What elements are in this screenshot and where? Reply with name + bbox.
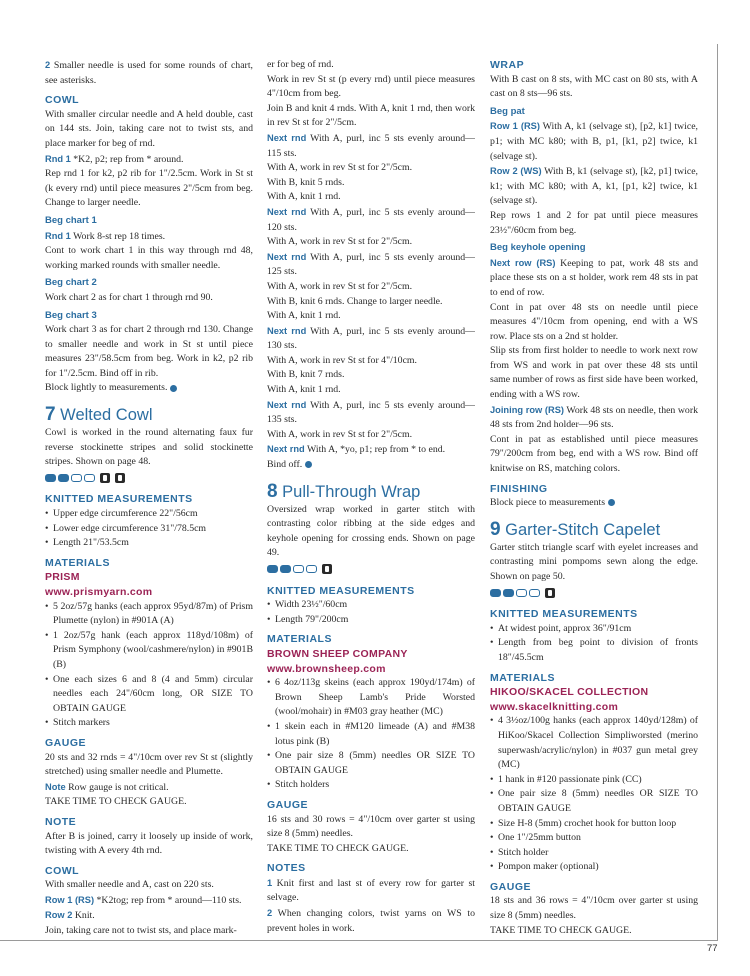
- rep-text: Rep rnd 1 for k2, p2 rib for 1"/2.5cm. Work in St st (k every rnd) until piece measures 2"/5cm from beg. Change to larger needle.: [45, 168, 253, 209]
- join-b-text: Join B and knit 4 rnds. With A, knit 1 rnd, then work in rev St st for 2"/5cm.: [267, 102, 475, 129]
- step-text: With B, knit 6 rnds. Change to larger needle.: [267, 295, 443, 307]
- next-rnd: Next rnd With A, purl, inc 5 sts evenly around—115 sts.: [267, 132, 475, 159]
- list-item: • Length from beg point to division of fronts 18"/45.5cm: [498, 636, 698, 665]
- heading-chart-3: Beg chart 3: [45, 309, 97, 321]
- brand-name: BROWN SHEEP COMPANY: [267, 647, 408, 660]
- pattern-intro: Oversized wrap worked in garter stitch with contrasting color ribbing at the side edges and keyhole opening for crossing ends. Shown on page 49.: [267, 503, 475, 559]
- measurements-list: [267, 598, 475, 627]
- take-time: TAKE TIME TO CHECK GAUGE.: [490, 924, 632, 936]
- list-item: • 6 4oz/113g skeins (each approx 190yd/174m) of Brown Sheep Lamb's Pride Worsted (wool/mohair) in #M03 gray heather (MC): [275, 676, 475, 720]
- heading-gauge: GAUGE: [267, 798, 309, 811]
- cont-text: er for beg of rnd.: [267, 59, 334, 70]
- cont2-text: Cont in pat as established until piece measures 79"/200cm from beg, end with a WS row. Bind off knitwise on RS, matching colors.: [490, 433, 698, 475]
- step-text: With A, work in rev St st for 2"/5cm.: [267, 162, 413, 174]
- materials-list: [267, 676, 475, 793]
- brand-name: HIKOO/SKACEL COLLECTION: [490, 686, 649, 699]
- measurements-list: [45, 507, 253, 551]
- skill-level-indicator: [490, 588, 555, 598]
- list-item: • Stitch holders: [275, 778, 475, 793]
- heading-measurements: KNITTED MEASUREMENTS: [267, 584, 415, 597]
- skill-level-bar-icon: [45, 474, 56, 482]
- row-1: Row 1 (RS) With A, k1 (selvage st), [p2, k1] twice, p1; with MC k80; with B, p1, [k1, p2] twice, k1 (selvage st).: [490, 121, 698, 162]
- next-rnd: Next rnd With A, purl, inc 5 sts evenly around—120 sts.: [267, 206, 475, 233]
- row-1: Row 1 (RS) *K2tog; rep from * around—110 sts.: [45, 894, 242, 906]
- work-text: Work in rev St st (p every rnd) until piece measures 4"/10cm from beg.: [267, 73, 475, 100]
- skill-level-indicator: [267, 564, 332, 574]
- skill-level-bar-icon: [280, 565, 291, 573]
- next-rnd: Next rnd With A, purl, inc 5 sts evenly around—130 sts.: [267, 325, 475, 352]
- chart1-rnd1: Rnd 1 Work 8-st rep 18 times.: [45, 230, 166, 242]
- brand-url[interactable]: www.brownsheep.com: [267, 662, 386, 675]
- step-text: With A, knit 1 rnd.: [267, 191, 341, 203]
- gauge-text: 20 sts and 32 rnds = 4"/10cm over rev St st (slightly stretched) using smaller needle and Plumette.: [45, 751, 253, 778]
- bind-off: Bind off.: [267, 458, 475, 473]
- skill-level-bar-icon: [529, 589, 540, 597]
- list-item: • Width 23½"/60cm: [275, 598, 475, 613]
- step-text: With A, knit 1 rnd.: [267, 384, 341, 396]
- list-item: • Lower edge circumference 31"/78.5cm: [53, 522, 253, 537]
- list-item: • 1 skein each in #M120 limeade (A) and #M38 lotus pink (B): [275, 720, 475, 749]
- materials-list: [45, 600, 253, 731]
- heading-materials: MATERIALS: [267, 633, 332, 646]
- pattern-title: 7 Welted Cowl: [45, 404, 153, 426]
- cowl-text: With smaller circular needle and A held double, cast on 144 sts. Join, taking care not to twist sts, and place marker for beg of rnd.: [45, 108, 253, 149]
- list-item: • At widest point, approx 36"/91cm: [498, 622, 698, 637]
- take-time: TAKE TIME TO CHECK GAUGE.: [45, 796, 187, 808]
- end-dot-icon: [608, 499, 615, 506]
- heading-keyhole: Beg keyhole opening: [490, 242, 586, 254]
- list-item: • One pair size 8 (5mm) needles OR SIZE TO OBTAIN GAUGE: [498, 787, 698, 816]
- list-item: • 1 hank in #120 passionate pink (CC): [498, 773, 698, 788]
- end-dot-icon: [170, 385, 177, 392]
- step-text: With B, knit 7 rnds.: [267, 369, 345, 381]
- row-2: Row 2 Knit.: [45, 910, 95, 922]
- heading-gauge: GAUGE: [490, 880, 532, 893]
- rep-text: Rep rows 1 and 2 for pat until piece measures 23½"/60cm from beg.: [490, 209, 698, 236]
- step-text: With A, knit 1 rnd.: [267, 310, 341, 322]
- list-item: • 5 2oz/57g hanks (each approx 95yd/87m) of Prism Plumette (nylon) in #901A (A): [53, 600, 253, 629]
- list-item: • Stitch holder: [498, 846, 698, 861]
- note-2: 2 Smaller needle is used for some rounds of chart, see asterisks.: [45, 60, 253, 86]
- note-text: After B is joined, carry it loosely up inside of work, twisting with A every 4th rnd.: [45, 830, 253, 857]
- heading-chart-1: Beg chart 1: [45, 214, 97, 226]
- join-text: Join, taking care not to twist sts, and place mark-: [45, 925, 237, 937]
- next-row: Next row (RS) Keeping to pat, work 48 sts and place these sts on a st holder, work rem 48 sts in pat to end of row.: [490, 257, 698, 298]
- list-item: • Pompon maker (optional): [498, 860, 698, 875]
- note-2: 2 When changing colors, twist yarns on WS to prevent holes in work.: [267, 908, 475, 934]
- block-text: Block lightly to measurements.: [45, 381, 253, 396]
- knitting-needle-icon: [322, 564, 332, 574]
- step-text: With A, work in rev St st for 2"/5cm.: [267, 280, 413, 292]
- heading-notes: NOTES: [267, 862, 306, 875]
- rnd-1: Rnd 1 *K2, p2; rep from * around.: [45, 153, 184, 165]
- chart3-text: Work chart 3 as for chart 2 through rnd 130. Change to smaller needle and work in St st until piece measures 23"/58.5cm from beg. Work in k2, p2 rib for 1"/2.5cm. Bind off in rib.: [45, 324, 253, 379]
- chart1-text: Cont to work chart 1 in this way through rnd 48, working marked rounds with smaller needle.: [45, 245, 253, 271]
- skill-level-bar-icon: [306, 565, 317, 573]
- materials-list: [490, 714, 698, 875]
- column-1: [45, 58, 253, 939]
- heading-chart-2: Beg chart 2: [45, 277, 97, 289]
- heading-beg-pat: Beg pat: [490, 105, 525, 117]
- brand-name: PRISM: [45, 571, 80, 584]
- column-2: [267, 58, 475, 936]
- list-item: • 4 3½oz/100g hanks (each approx 140yd/128m) of HiKoo/Skacel Collection Simpliworsted (merino superwash/acrylic/nylon) in #037 gun metal grey (MC): [498, 714, 698, 772]
- next-rnd: Next rnd With A, purl, inc 5 sts evenly around—135 sts.: [267, 399, 475, 426]
- list-item: • Length 79"/200cm: [275, 613, 475, 628]
- gauge-text: 16 sts and 30 rows = 4"/10cm over garter st using size 8 (5mm) needles.: [267, 813, 475, 840]
- knitting-needle-icon: [115, 473, 125, 483]
- list-item: • Size H-8 (5mm) crochet hook for button loop: [498, 817, 698, 832]
- skill-level-bar-icon: [490, 589, 501, 597]
- next-rnd: Next rnd With A, *yo, p1; rep from * to end.: [267, 444, 446, 456]
- cowl2-text: With smaller needle and A, cast on 220 sts.: [45, 879, 214, 891]
- step-text: With B, knit 5 rnds.: [267, 176, 345, 188]
- list-item: • Stitch markers: [53, 716, 253, 731]
- pattern-intro: Cowl is worked in the round alternating faux fur reverse stockinette stripes and solid stockinette stripes. Shown on page 48.: [45, 427, 253, 468]
- brand-url[interactable]: www.skacelknitting.com: [490, 700, 619, 713]
- page-number: 77: [707, 943, 718, 954]
- heading-wrap: WRAP: [490, 59, 525, 71]
- list-item: • One 1"/25mm button: [498, 831, 698, 846]
- heading-note: NOTE: [45, 815, 77, 828]
- brand-url[interactable]: www.prismyarn.com: [45, 586, 153, 598]
- heading-gauge: GAUGE: [45, 736, 87, 749]
- skill-level-bar-icon: [58, 474, 69, 482]
- pattern-title: 8 Pull-Through Wrap: [267, 480, 421, 502]
- heading-cowl: COWL: [45, 94, 80, 107]
- skill-level-bar-icon: [503, 589, 514, 597]
- skill-level-bar-icon: [267, 565, 278, 573]
- row-2: Row 2 (WS) With B, k1 (selvage st), [k2, p1] twice, k1; with MC k80; with A, k1, [p1, k2] twice, k1 (selvage st).: [490, 166, 698, 207]
- heading-measurements: KNITTED MEASUREMENTS: [490, 608, 638, 621]
- knitting-needle-icon: [100, 473, 110, 483]
- gauge-note: Note Row gauge is not critical.: [45, 781, 169, 793]
- list-item: • Length 21"/53.5cm: [53, 536, 253, 551]
- skill-level-bar-icon: [71, 474, 82, 482]
- heading-materials: MATERIALS: [490, 671, 555, 684]
- step-text: With A, work in rev St st for 4"/10cm.: [267, 354, 418, 366]
- skill-level-bar-icon: [84, 474, 95, 482]
- skill-level-bar-icon: [516, 589, 527, 597]
- list-item: • One pair size 8 (5mm) needles OR SIZE TO OBTAIN GAUGE: [275, 749, 475, 778]
- slip-text: Slip sts from first holder to needle to work next row from WS and work in pat over these 48 sts until same number of rows as first side have been worked, ending with a WS row.: [490, 345, 698, 401]
- heading-materials: MATERIALS: [45, 556, 110, 569]
- heading-measurements: KNITTED MEASUREMENTS: [45, 493, 193, 506]
- knitting-needle-icon: [545, 588, 555, 598]
- chart2-text: Work chart 2 as for chart 1 through rnd 90.: [45, 291, 213, 303]
- heading-cowl-2: COWL: [45, 864, 80, 877]
- heading-finishing: FINISHING: [490, 482, 548, 495]
- joining-row: Joining row (RS) Work 48 sts on needle, then work 48 sts from 2nd holder—96 sts.: [490, 404, 698, 431]
- take-time: TAKE TIME TO CHECK GAUGE.: [267, 842, 409, 854]
- measurements-list: [490, 622, 698, 666]
- cont-text: Cont in pat over 48 sts on needle until piece measures 4"/10cm from opening, end with a WS row. Place sts on a 2nd st holder.: [490, 301, 698, 342]
- pattern-intro: Garter stitch triangle scarf with eyelet increases and contrasting mini pompoms sewn along the edge. Shown on page 50.: [490, 541, 698, 582]
- note-1: 1 Knit first and last st of every row for garter st selvage.: [267, 877, 475, 904]
- column-3: [490, 58, 698, 938]
- step-text: With A, work in rev St st for 2"/5cm.: [267, 428, 413, 440]
- next-rnd: Next rnd With A, purl, inc 5 sts evenly around—125 sts.: [267, 251, 475, 278]
- list-item: • 1 2oz/57g hank (each approx 118yd/108m) of Prism Symphony (wool/cashmere/nylon) in #901B (B): [53, 629, 253, 673]
- block-text: Block piece to measurements: [490, 496, 698, 511]
- step-text: With A, work in rev St st for 2"/5cm.: [267, 236, 413, 248]
- list-item: • Upper edge circumference 22"/56cm: [53, 507, 253, 522]
- end-dot-icon: [305, 461, 312, 468]
- wrap-text: With B cast on 8 sts, with MC cast on 80 sts, with A cast on 8 sts—96 sts.: [490, 73, 698, 100]
- pattern-title: 9 Garter-Stitch Capelet: [490, 518, 661, 540]
- list-item: • One each sizes 6 and 8 (4 and 5mm) circular needles each 24"/60cm long, OR SIZE TO OBTAIN GAUGE: [53, 673, 253, 717]
- skill-level-bar-icon: [293, 565, 304, 573]
- gauge-text: 18 sts and 36 rows = 4"/10cm over garter st using size 8 (5mm) needles.: [490, 895, 698, 922]
- skill-level-indicator: [45, 473, 125, 483]
